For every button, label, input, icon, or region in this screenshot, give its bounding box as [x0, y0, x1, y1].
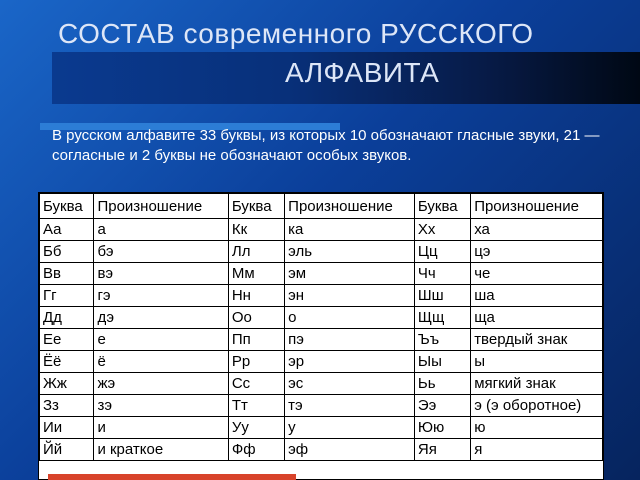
header-letter: Буква [414, 194, 470, 219]
letter-cell: Рр [228, 351, 284, 373]
letter-cell: Гг [40, 285, 94, 307]
letter-cell: Ии [40, 417, 94, 439]
letter-cell: Ёё [40, 351, 94, 373]
pronunciation-cell: эр [285, 351, 415, 373]
pronunciation-cell: ё [94, 351, 228, 373]
letter-cell: Лл [228, 241, 284, 263]
table-row [40, 351, 603, 373]
header-pronunciation: Произношение [285, 194, 415, 219]
pronunciation-cell: вэ [94, 263, 228, 285]
table-row [40, 285, 603, 307]
table-row [40, 395, 603, 417]
pronunciation-cell: ка [285, 219, 415, 241]
letter-cell: Ьь [414, 373, 470, 395]
pronunciation-cell: эм [285, 263, 415, 285]
letter-cell: Тт [228, 395, 284, 417]
alphabet-table-container [38, 192, 604, 480]
pronunciation-cell: бэ [94, 241, 228, 263]
header-pronunciation: Произношение [94, 194, 228, 219]
pronunciation-cell: и краткое [94, 439, 228, 461]
letter-cell: Щщ [414, 307, 470, 329]
letter-cell: Фф [228, 439, 284, 461]
letter-cell: Пп [228, 329, 284, 351]
letter-cell: Дд [40, 307, 94, 329]
letter-cell: Оо [228, 307, 284, 329]
pronunciation-cell: твердый знак [471, 329, 603, 351]
pronunciation-cell: ы [471, 351, 603, 373]
slide-title-line1: СОСТАВ современного РУССКОГО [58, 18, 534, 49]
pronunciation-cell: о [285, 307, 415, 329]
pronunciation-cell: эль [285, 241, 415, 263]
pronunciation-cell: цэ [471, 241, 603, 263]
letter-cell: Зз [40, 395, 94, 417]
bottom-accent-bar [48, 474, 296, 480]
intro-text: В русском алфавите 33 буквы, из которых 10 обозначают гласные звуки, 21 — согласные и 2 буквы не обозначают особых звуков. [52, 127, 600, 164]
table-row [40, 373, 603, 395]
pronunciation-cell: ша [471, 285, 603, 307]
letter-cell: Ыы [414, 351, 470, 373]
pronunciation-cell: я [471, 439, 603, 461]
pronunciation-cell: тэ [285, 395, 415, 417]
letter-cell: Ээ [414, 395, 470, 417]
pronunciation-cell: че [471, 263, 603, 285]
pronunciation-cell: гэ [94, 285, 228, 307]
slide-title-line2: АЛФАВИТА [285, 57, 440, 88]
letter-cell: Кк [228, 219, 284, 241]
letter-cell: Йй [40, 439, 94, 461]
letter-cell: Яя [414, 439, 470, 461]
alphabet-table [39, 193, 603, 461]
header-letter: Буква [40, 194, 94, 219]
pronunciation-cell: и [94, 417, 228, 439]
letter-cell: Шш [414, 285, 470, 307]
pronunciation-cell: эн [285, 285, 415, 307]
letter-cell: Уу [228, 417, 284, 439]
table-row [40, 307, 603, 329]
pronunciation-cell: дэ [94, 307, 228, 329]
pronunciation-cell: зэ [94, 395, 228, 417]
letter-cell: Нн [228, 285, 284, 307]
letter-cell: Цц [414, 241, 470, 263]
letter-cell: Бб [40, 241, 94, 263]
pronunciation-cell: жэ [94, 373, 228, 395]
letter-cell: Ее [40, 329, 94, 351]
table-row [40, 219, 603, 241]
pronunciation-cell: ха [471, 219, 603, 241]
table-row [40, 329, 603, 351]
letter-cell: Вв [40, 263, 94, 285]
header-pronunciation: Произношение [471, 194, 603, 219]
header-letter: Буква [228, 194, 284, 219]
letter-cell: Мм [228, 263, 284, 285]
letter-cell: Хх [414, 219, 470, 241]
pronunciation-cell: а [94, 219, 228, 241]
pronunciation-cell: ща [471, 307, 603, 329]
pronunciation-cell: пэ [285, 329, 415, 351]
pronunciation-cell: э (э оборотное) [471, 395, 603, 417]
pronunciation-cell: мягкий знак [471, 373, 603, 395]
table-row [40, 439, 603, 461]
pronunciation-cell: эс [285, 373, 415, 395]
table-row [40, 417, 603, 439]
letter-cell: Жж [40, 373, 94, 395]
letter-cell: Юю [414, 417, 470, 439]
table-row [40, 241, 603, 263]
letter-cell: Ъъ [414, 329, 470, 351]
table-row [40, 263, 603, 285]
letter-cell: Аа [40, 219, 94, 241]
letter-cell: Сс [228, 373, 284, 395]
pronunciation-cell: ю [471, 417, 603, 439]
table-header-row [40, 194, 603, 219]
pronunciation-cell: эф [285, 439, 415, 461]
pronunciation-cell: е [94, 329, 228, 351]
letter-cell: Чч [414, 263, 470, 285]
pronunciation-cell: у [285, 417, 415, 439]
